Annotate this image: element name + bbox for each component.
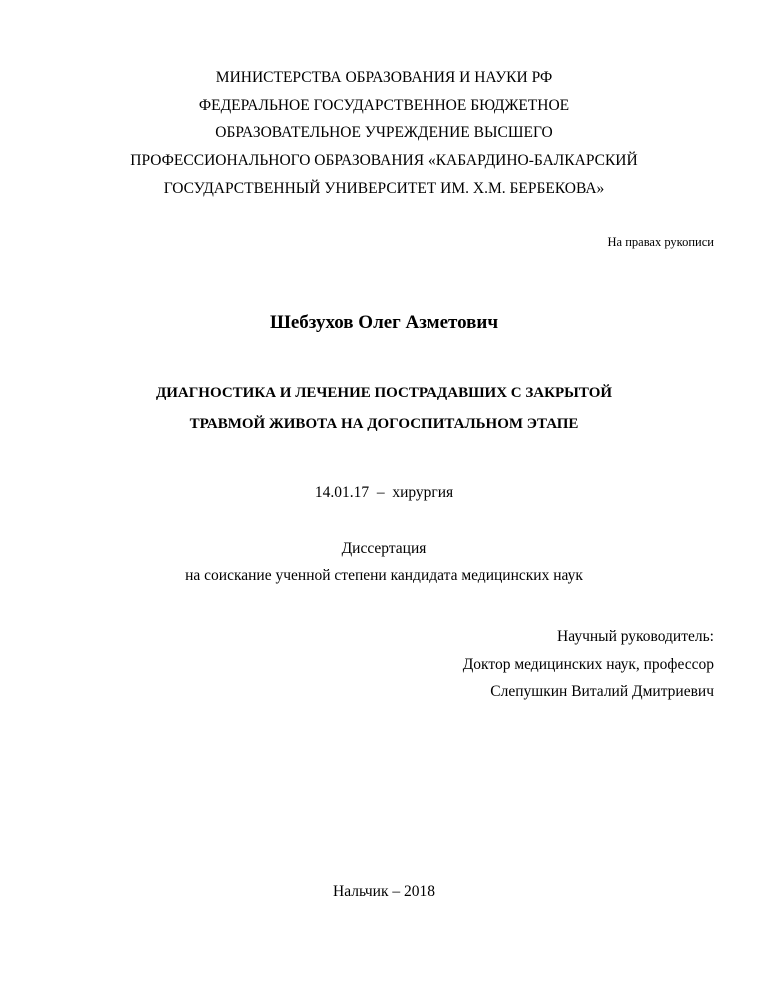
header-line-institution-type: ФЕДЕРАЛЬНОЕ ГОСУДАРСТВЕННОЕ БЮДЖЕТНОЕ (198, 97, 570, 114)
manuscript-note: На правах рукописи (607, 235, 714, 249)
dissertation-title-line-2: ТРАВМОЙ ЖИВОТА НА ДОГОСПИТАЛЬНОМ ЭТАПЕ (189, 416, 579, 432)
author-name: Шебзухов Олег Азметович (269, 312, 499, 333)
supervisor-label: Научный руководитель: (557, 628, 714, 645)
header-line-institution-kind: ОБРАЗОВАТЕЛЬНОЕ УЧРЕЖДЕНИЕ ВЫСШЕГО (215, 124, 553, 141)
supervisor-name: Слепушкин Виталий Дмитриевич (490, 683, 714, 700)
header-line-ministry: МИНИСТЕРСТВА ОБРАЗОВАНИЯ И НАУКИ РФ (215, 69, 553, 86)
place-and-year: Нальчик – 2018 (333, 883, 435, 900)
dissertation-label: Диссертация (341, 540, 427, 557)
degree-sought: на соискание ученной степени кандидата медицинских наук (185, 567, 583, 584)
header-line-university: ГОСУДАРСТВЕННЫЙ УНИВЕРСИТЕТ ИМ. Х.М. БЕРБЕКОВА» (163, 180, 605, 197)
header-line-education: ПРОФЕССИОНАЛЬНОГО ОБРАЗОВАНИЯ «КАБАРДИНО-БАЛКАРСКИЙ (130, 152, 638, 169)
dissertation-title-line-1: ДИАГНОСТИКА И ЛЕЧЕНИЕ ПОСТРАДАВШИХ С ЗАКРЫТОЙ (155, 385, 613, 401)
specialty-code: 14.01.17 – хирургия (314, 484, 454, 501)
supervisor-degree: Доктор медицинских наук, профессор (462, 656, 714, 673)
